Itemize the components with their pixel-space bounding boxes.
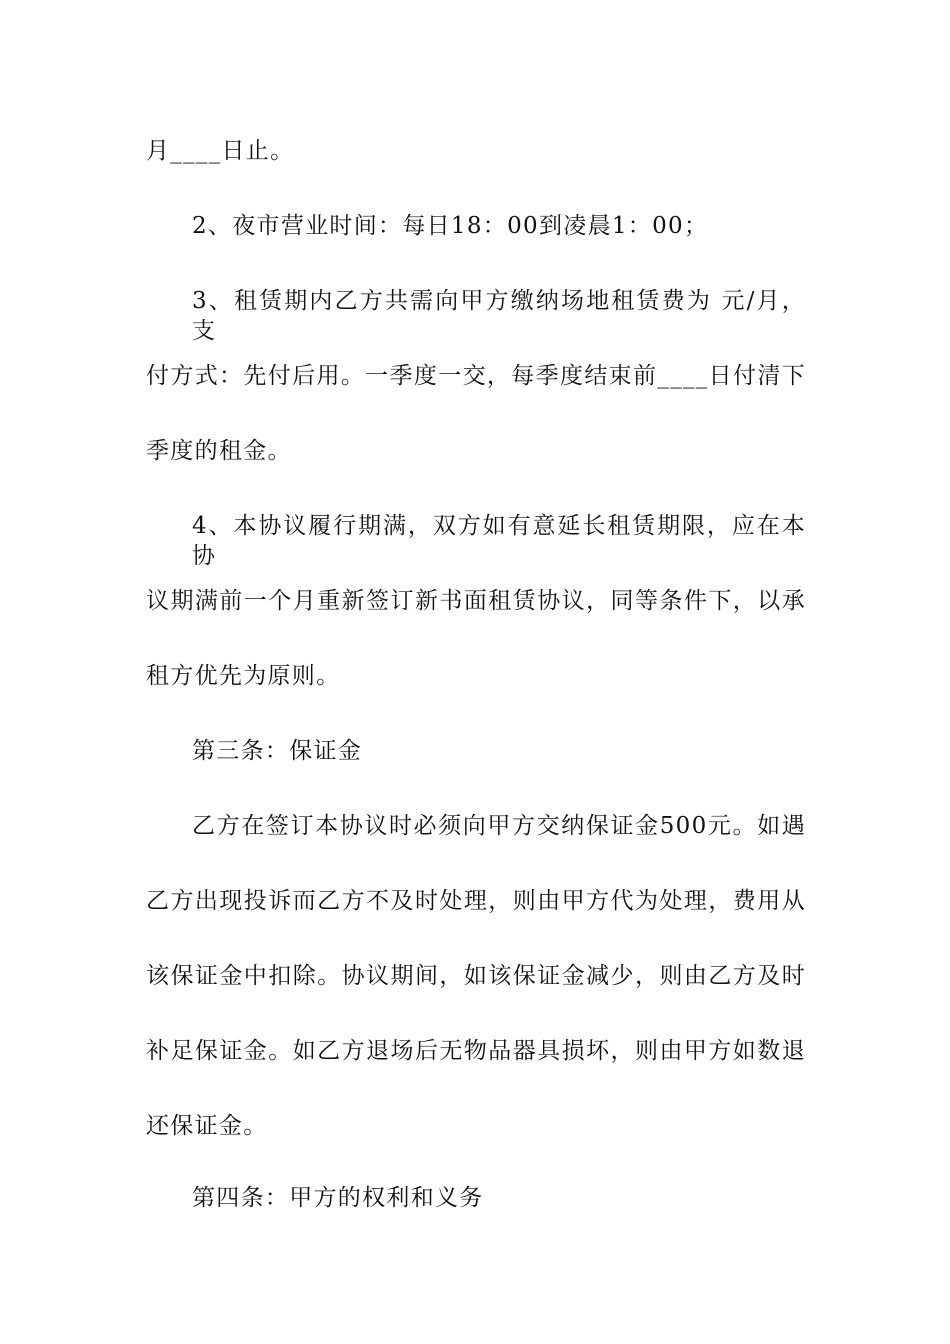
section-heading: 第三条：保证金 bbox=[192, 738, 363, 764]
section-heading: 第四条：甲方的权利和义务 bbox=[192, 1185, 484, 1211]
text-line: 乙方出现投诉而乙方不及时处理，则由甲方代为处理，费用从 bbox=[146, 888, 806, 914]
text-line: 季度的租金。 bbox=[146, 438, 292, 464]
text-line: 乙方在签订本协议时必须向甲方交纳保证金500元。如遇 bbox=[192, 813, 806, 839]
text-line: 补足保证金。如乙方退场后无物品器具损坏，则由甲方如数退 bbox=[146, 1038, 806, 1064]
text-line: 4、本协议履行期满，双方如有意延长租赁期限，应在本协 bbox=[192, 513, 806, 569]
text-line: 还保证金。 bbox=[146, 1113, 268, 1139]
text-line: 2、夜市营业时间：每日18：00到凌晨1：00； bbox=[192, 213, 709, 239]
text-line: 3、租赁期内乙方共需向甲方缴纳场地租赁费为 元/月，支 bbox=[192, 288, 806, 344]
text-line: 议期满前一个月重新签订新书面租赁协议，同等条件下，以承 bbox=[146, 588, 806, 614]
text-line: 该保证金中扣除。协议期间，如该保证金减少，则由乙方及时 bbox=[146, 963, 806, 989]
text-line: 付方式：先付后用。一季度一交，每季度结束前____日付清下 bbox=[146, 363, 806, 389]
text-line: 租方优先为原则。 bbox=[146, 663, 341, 689]
text-line: 月____日止。 bbox=[146, 138, 295, 164]
